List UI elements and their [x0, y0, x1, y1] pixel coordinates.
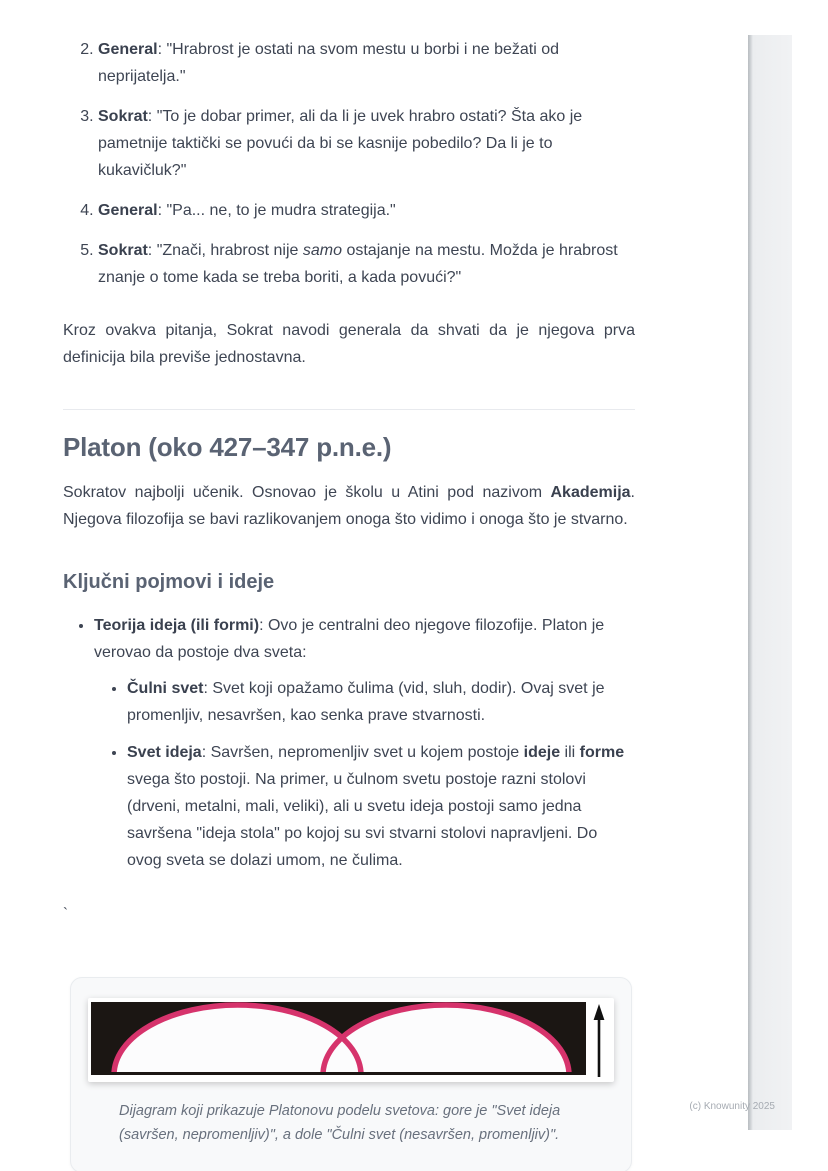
concept-text: : Svet koji opažamo čulima (vid, sluh, dodir). Ovaj svet je promenljiv, nesavršen, kao senka prave stvarnosti. — [127, 680, 605, 724]
paragraph-text: Sokratov najbolji učenik. Osnovao je školu u Atini pod nazivom — [63, 484, 551, 501]
up-arrow-icon — [591, 1003, 607, 1079]
bold-term: Akademija — [550, 484, 631, 501]
dialogue-text: ostajanje na mestu. Možda je hrabrost znanje o tome kada se treba boriti, a kada povući?" — [98, 242, 618, 286]
list-item — [94, 612, 635, 874]
speaker-name: General — [98, 41, 158, 58]
subsection-heading-key-concepts: Ključni pojmovi i ideje — [63, 571, 275, 593]
speaker-name: Sokrat — [98, 108, 148, 125]
list-item — [127, 739, 635, 874]
dialogue-text: : "Znači, hrabrost nije — [147, 242, 303, 259]
bold-term: ideje — [523, 744, 561, 761]
dialogue-text: : "To je dobar primer, ali da li je uvek hrabro ostati? Šta ako je pametnije taktički se povući da bi se kasnije pobedilo? Da li je to kukavičluk?" — [98, 108, 583, 179]
stray-character: ` — [63, 905, 68, 922]
emphasized-word: samo — [302, 242, 342, 259]
paragraph-text: . Njegova filozofija se bavi razlikovanjem onoga što vidimo i onoga što je stvarno. — [63, 484, 635, 528]
concept-term: Svet ideja — [127, 744, 202, 761]
figure-image — [88, 998, 614, 1082]
concept-text: svega što postoji. Na primer, u čulnom svetu postoje razni stolovi (drveni, metalni, mali, veliki), ali u svetu ideja postoji samo jedna savršena "ideja stola" po kojoj su svi stvarni stolovi napravljeni. Do ovog sveta se dolazi umom, ne čulima. — [127, 771, 598, 869]
concept-text: : Savršen, nepromenljiv svet u kojem postoje — [201, 744, 524, 761]
adjacent-page-edge — [748, 35, 792, 1130]
concepts-list — [63, 612, 635, 874]
platon-worlds-diagram — [91, 1002, 586, 1075]
list-item — [98, 237, 635, 291]
list-item — [98, 197, 635, 224]
concept-term: Čulni svet — [127, 680, 204, 697]
page-content — [63, 36, 635, 1171]
speaker-name: Sokrat — [98, 242, 148, 259]
concept-text: : Ovo je centralni deo njegove filozofije. Platon je verovao da postoje dva sveta: — [94, 617, 605, 661]
copyright-watermark: (c) Knowunity 2025 — [689, 1101, 775, 1112]
nested-list — [94, 675, 635, 874]
dialogue-text: : "Hrabrost je ostati na svom mestu u borbi i ne bežati od neprijatelja." — [98, 41, 560, 85]
speaker-name: General — [98, 202, 158, 219]
figure-caption: Dijagram koji prikazuje Platonovu podelu svetova: gore je "Svet ideja (savršen, nepromenljiv)", a dole "Čulni svet (nesavršen, promenljiv)". — [119, 1103, 561, 1143]
platon-intro-paragraph — [63, 479, 635, 533]
dialogue-list — [63, 36, 635, 291]
section-divider — [63, 409, 635, 410]
concept-term: Teorija ideja (ili formi) — [94, 617, 260, 634]
list-item — [98, 36, 635, 90]
list-item — [127, 675, 635, 729]
concept-text: ili — [560, 744, 580, 761]
bold-term: forme — [579, 744, 625, 761]
section-heading-platon: Platon (oko 427–347 p.n.e.) — [63, 432, 392, 462]
dialogue-text: : "Pa... ne, to je mudra strategija." — [157, 202, 396, 219]
figure-card — [70, 977, 632, 1171]
list-item — [98, 103, 635, 184]
conclusion-paragraph: Kroz ovakva pitanja, Sokrat navodi generala da shvati da je njegova prva definicija bila previše jednostavna. — [63, 322, 635, 366]
